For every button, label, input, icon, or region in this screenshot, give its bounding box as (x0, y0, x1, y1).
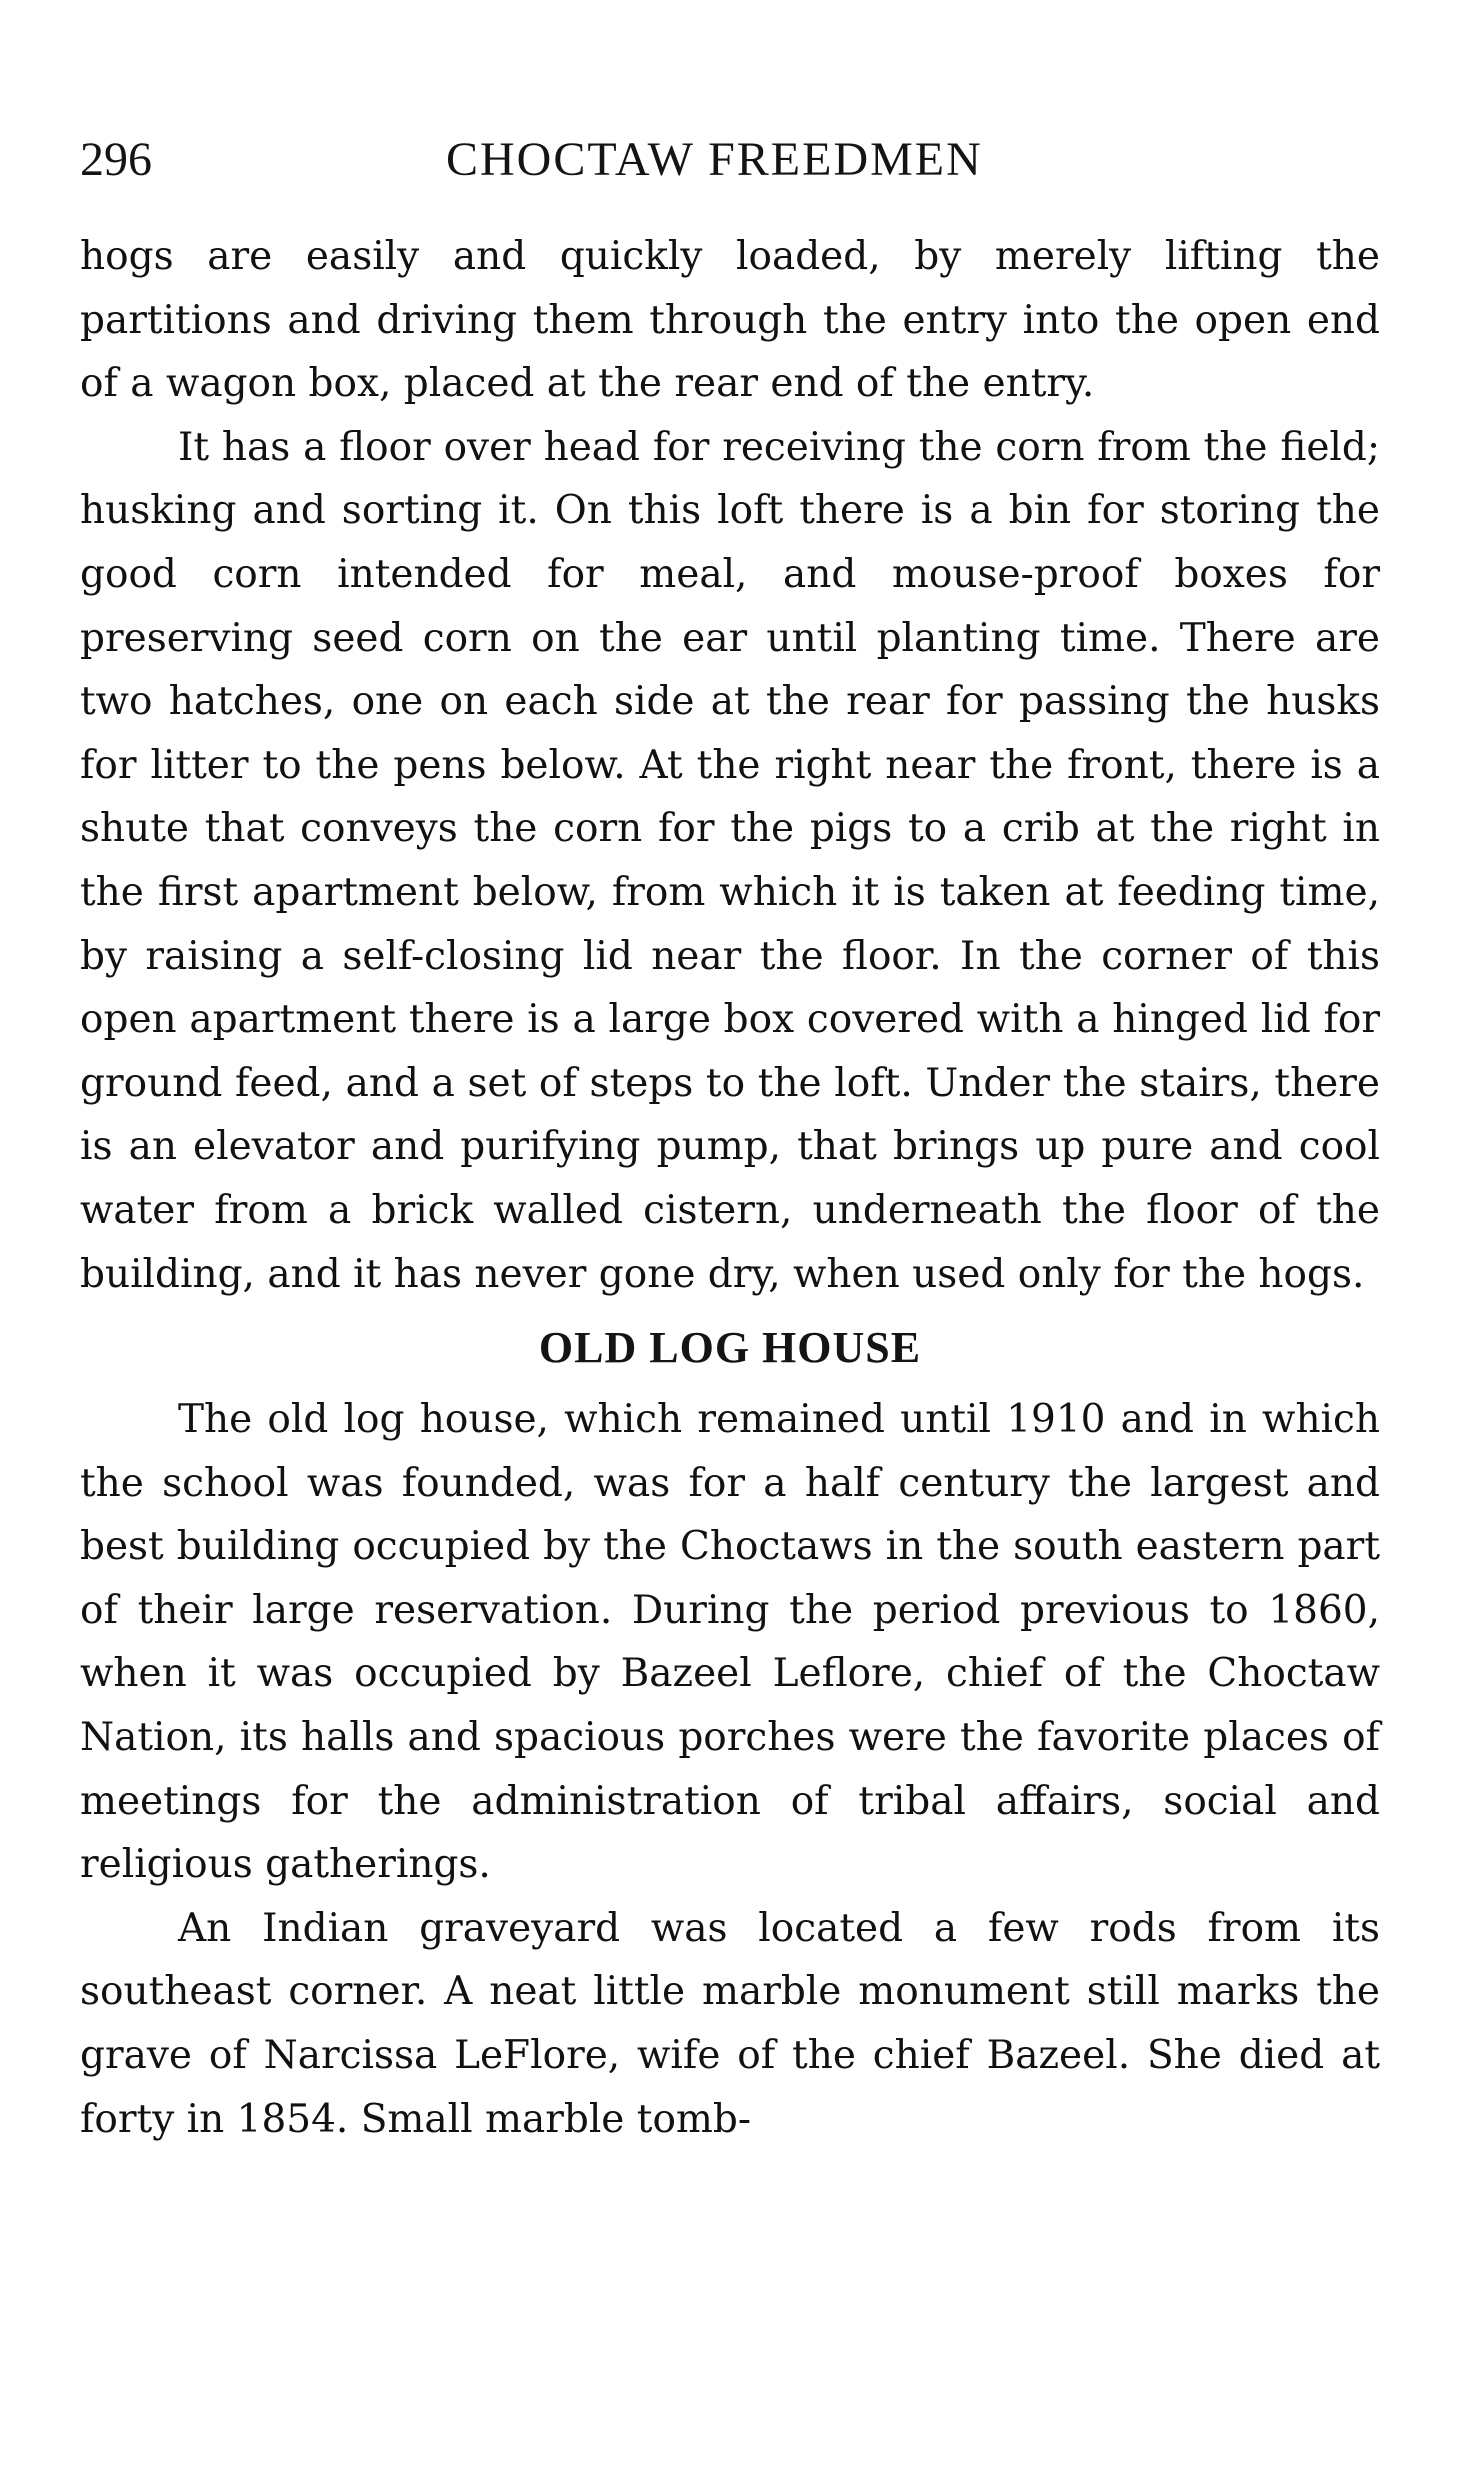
running-head (80, 125, 1400, 195)
paragraph-old-log-house: The old log house, which remained until 1910 and in which the school was founded, was for a half century the largest and best building occupied by the Choctaws in the south eastern part of their large reservation. During the period previous to 1860, when it was occupied by Bazeel Leflore, chief of the Choctaw Nation, its halls and spacious porches were the favorite places of meetings for the administration of tribal affairs, social and religious gatherings. (80, 1397, 1380, 1888)
paragraph-graveyard: An Indian graveyard was located a few rods from its southeast corner. A neat little marble monument still marks the grave of Narcissa LeFlore, wife of the chief Bazeel. She died at forty in 1854. Small marble tomb- (80, 1905, 1380, 2142)
paragraph-corn-loft: It has a floor over head for receiving the corn from the field; husking and sorting it. On this loft there is a bin for storing the good corn intended for meal, and mouse-proof boxes for preserving seed corn on the ear until planting time. There are two hatches, one on each side at the rear for passing the husks for litter to the pens below. At the right near the front, there is a shute that conveys the corn for the pigs to a crib at the right in the first apartment below, from which it is taken at feeding time, by raising a self-closing lid near the floor. In the corner of this open apartment there is a large box covered with a hinged lid for ground feed, and a set of steps to the loft. Under the stairs, there is an elevator and purifying pump, that brings up pure and cool water from a brick walled cistern, underneath the floor of the building, and it has never gone dry, when used only for the hogs. (80, 424, 1380, 1297)
page-number: 296 (80, 133, 152, 186)
paragraph-hog-loading: hogs are easily and quickly loaded, by merely lifting the partitions and driving them through the entry into the open end of a wagon box, placed at the rear end of the entry. (80, 234, 1380, 407)
book-title: CHOCTAW FREEDMEN (446, 133, 983, 186)
section-heading-old-log-house: OLD LOG HOUSE (538, 1323, 922, 1373)
body-text (80, 225, 1380, 2151)
